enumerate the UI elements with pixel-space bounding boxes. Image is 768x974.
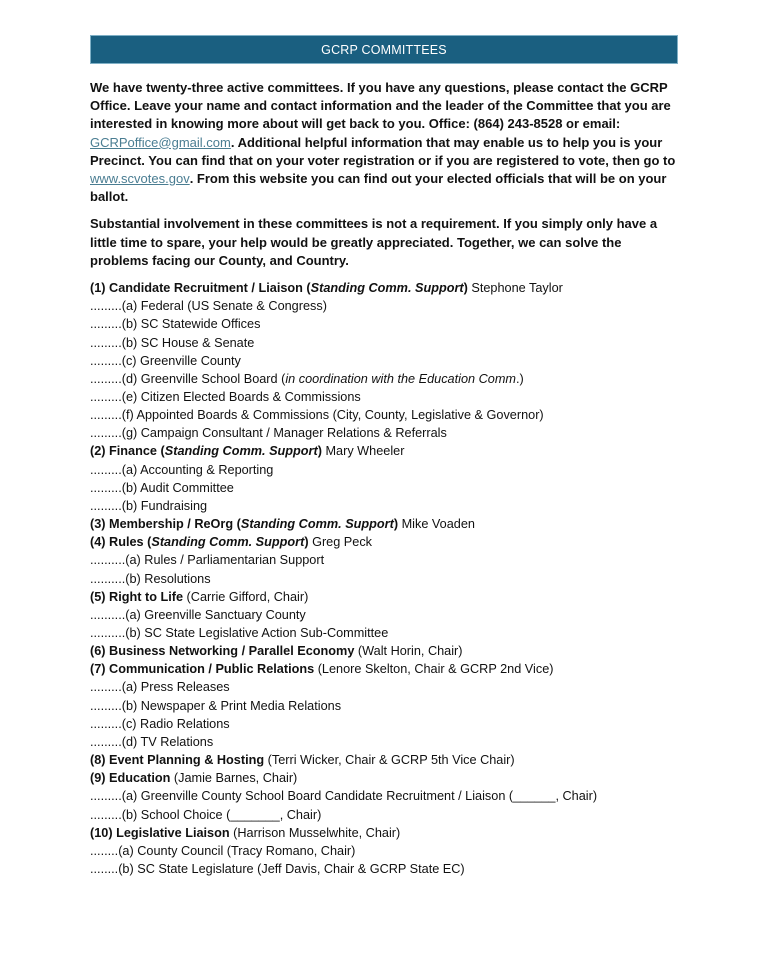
subcommittee-label: (a) Press Releases — [121, 680, 230, 695]
committee-list — [90, 279, 678, 878]
committee-support-note: Standing Comm. Support — [240, 517, 394, 532]
website-link[interactable]: www.scvotes.gov — [90, 171, 190, 187]
subcommittee-item — [90, 697, 678, 715]
committee-heading — [90, 279, 678, 297]
subcommittee-item — [90, 370, 678, 388]
subcommittee-item — [90, 606, 678, 624]
committee-chair: (Jamie Barnes, Chair) — [170, 771, 298, 786]
subcommittee-item — [90, 479, 678, 497]
subcommittee-item — [90, 424, 678, 442]
leader-dots: ......... — [90, 299, 122, 314]
subcommittee-label-end: .) — [515, 371, 524, 386]
subcommittee-label: (a) Accounting & Reporting — [121, 462, 274, 477]
committee-support-note: Standing Comm. Support — [164, 444, 318, 459]
committee-heading — [90, 442, 678, 460]
committee-name: (8) Event Planning & Hosting — [90, 753, 265, 768]
leader-dots: ......... — [90, 317, 122, 332]
subcommittee-label: (b) Fundraising — [121, 498, 208, 513]
committee-heading — [90, 751, 678, 769]
subcommittee-label: (d) TV Relations — [121, 734, 214, 749]
leader-dots: ......... — [90, 480, 122, 495]
leader-dots: ......... — [90, 698, 122, 713]
subcommittee-label: (b) Resolutions — [125, 571, 211, 586]
subcommittee-label: (b) SC Statewide Offices — [121, 317, 261, 332]
committee-name: (2) Finance (Standing Comm. Support) — [90, 444, 322, 459]
leader-dots: ......... — [90, 807, 122, 822]
committee-support-note: Standing Comm. Support — [310, 281, 464, 296]
subcommittee-item — [90, 406, 678, 424]
committee-leader: Mary Wheeler — [321, 444, 405, 459]
leader-dots: ......... — [90, 408, 122, 423]
intro-text-2: . Additional helpful information that may enable us to help you is your Precinct. You can find that on your voter registration or if you are registered to vote, then go to — [90, 134, 676, 168]
leader-dots: ......... — [90, 353, 122, 368]
subcommittee-item — [90, 715, 678, 733]
subcommittee-item — [90, 551, 678, 569]
subcommittee-label: (b) SC State Legislative Action Sub-Committee — [125, 626, 389, 640]
leader-dots: ........ — [90, 843, 119, 858]
committee-name: (5) Right to Life — [90, 589, 184, 604]
subcommittee-item — [90, 497, 678, 515]
committee-chair: (Walt Horin, Chair) — [354, 644, 463, 659]
subcommittee-note: in coordination with the Education Comm — [285, 371, 516, 386]
leader-dots: .......... — [90, 571, 126, 586]
committee-name: (10) Legislative Liaison — [90, 825, 230, 840]
subcommittee-label: (b) Audit Committee — [121, 480, 234, 495]
committee-name: (7) Communication / Public Relations — [90, 662, 315, 677]
committee-heading — [90, 533, 678, 551]
leader-dots: ......... — [90, 734, 122, 749]
leader-dots: .......... — [90, 626, 126, 640]
subcommittee-item — [90, 733, 678, 751]
subcommittee-label: (g) Campaign Consultant / Manager Relations & Referrals — [121, 426, 447, 441]
email-link[interactable]: GCRPoffice@gmail.com — [90, 134, 231, 150]
subcommittee-label: (c) Greenville County — [121, 353, 241, 368]
subcommittee-item — [90, 787, 678, 805]
leader-dots: ......... — [90, 498, 122, 513]
committee-name: (6) Business Networking / Parallel Economy — [90, 644, 355, 659]
leader-dots: ......... — [90, 680, 122, 695]
committee-support-note: Standing Comm. Support — [151, 535, 305, 550]
committee-chair: (Harrison Musselwhite, Chair) — [229, 825, 401, 840]
committee-name: (1) Candidate Recruitment / Liaison (Standing Comm. Support) — [90, 281, 468, 296]
subcommittee-item — [90, 461, 678, 479]
intro-text-1: We have twenty-three active committees. If you have any questions, please contact the GCRP Office. Leave your name and contact information and the leader of the Committee that you are interested in knowing more about will get back to you. Office: (864) 243-8528 or email: — [90, 80, 671, 132]
subcommittee-label: (c) Radio Relations — [121, 716, 230, 731]
subcommittee-label: (b) SC House & Senate — [121, 335, 255, 350]
subcommittee-label: (a) Federal (US Senate & Congress) — [121, 299, 327, 314]
committee-heading — [90, 515, 678, 533]
subcommittee-item — [90, 334, 678, 352]
intro-text-3: . From this website you can find out your elected officials that will be on your ballot. — [90, 171, 667, 205]
page-title-banner — [90, 35, 678, 64]
subcommittee-item — [90, 352, 678, 370]
committee-heading — [90, 588, 678, 606]
leader-dots: .......... — [90, 607, 126, 622]
intro-paragraph — [90, 79, 678, 206]
committee-leader: Greg Peck — [308, 535, 373, 550]
committee-chair: (Carrie Gifford, Chair) — [183, 589, 309, 604]
document-page — [90, 35, 678, 878]
subcommittee-label: (b) Newspaper & Print Media Relations — [121, 698, 342, 713]
subcommittee-label: (e) Citizen Elected Boards & Commissions — [121, 389, 361, 404]
leader-dots: ......... — [90, 371, 122, 386]
leader-dots: ......... — [90, 789, 122, 804]
committee-heading — [90, 769, 678, 787]
subcommittee-label: (f) Appointed Boards & Commissions (City, County, Legislative & Governor) — [121, 408, 544, 423]
subcommittee-label: (b) SC State Legislature (Jeff Davis, Chair & GCRP State EC) — [118, 862, 465, 877]
involvement-paragraph: Substantial involvement in these committees is not a requirement. If you simply only have a little time to spare, your help would be greatly appreciated. Together, we can solve the problems facing our County, and Country. — [90, 216, 658, 268]
committee-heading — [90, 642, 678, 660]
leader-dots: ......... — [90, 426, 122, 441]
leader-dots: ......... — [90, 389, 122, 404]
subcommittee-label: (a) Rules / Parliamentarian Support — [125, 553, 325, 568]
subcommittee-item — [90, 297, 678, 315]
subcommittee-label: (a) County Council (Tracy Romano, Chair) — [118, 843, 356, 858]
subcommittee-label: (a) Greenville Sanctuary County — [125, 607, 306, 622]
subcommittee-item — [90, 678, 678, 696]
subcommittee-label: (a) Greenville County School Board Candidate Recruitment / Liaison (______, Chair) — [121, 789, 598, 804]
subcommittee-label: (b) School Choice (_______, Chair) — [121, 807, 322, 822]
subcommittee-item — [90, 842, 678, 860]
leader-dots: ........ — [90, 862, 119, 877]
committee-leader: Mike Voaden — [398, 517, 475, 532]
leader-dots: ......... — [90, 716, 122, 731]
committee-chair: (Terri Wicker, Chair & GCRP 5th Vice Chair) — [264, 753, 515, 768]
subcommittee-item — [90, 860, 678, 878]
subcommittee-item — [90, 570, 678, 588]
subcommittee-item — [90, 315, 678, 333]
subcommittee-label: (d) Greenville School Board ( — [121, 371, 286, 386]
committee-leader: Stephone Taylor — [467, 281, 563, 296]
committee-heading — [90, 660, 678, 678]
subcommittee-item — [90, 806, 678, 824]
leader-dots: .......... — [90, 553, 126, 568]
subcommittee-item — [90, 624, 678, 642]
committee-heading — [90, 824, 678, 842]
leader-dots: ......... — [90, 462, 122, 477]
subcommittee-item — [90, 388, 678, 406]
leader-dots: ......... — [90, 335, 122, 350]
committee-name: (9) Education — [90, 771, 171, 786]
page-title: GCRP COMMITTEES — [321, 42, 447, 57]
committee-chair: (Lenore Skelton, Chair & GCRP 2nd Vice) — [314, 662, 554, 677]
committee-name: (3) Membership / ReOrg (Standing Comm. Support) — [90, 517, 399, 532]
committee-name: (4) Rules (Standing Comm. Support) — [90, 535, 309, 550]
